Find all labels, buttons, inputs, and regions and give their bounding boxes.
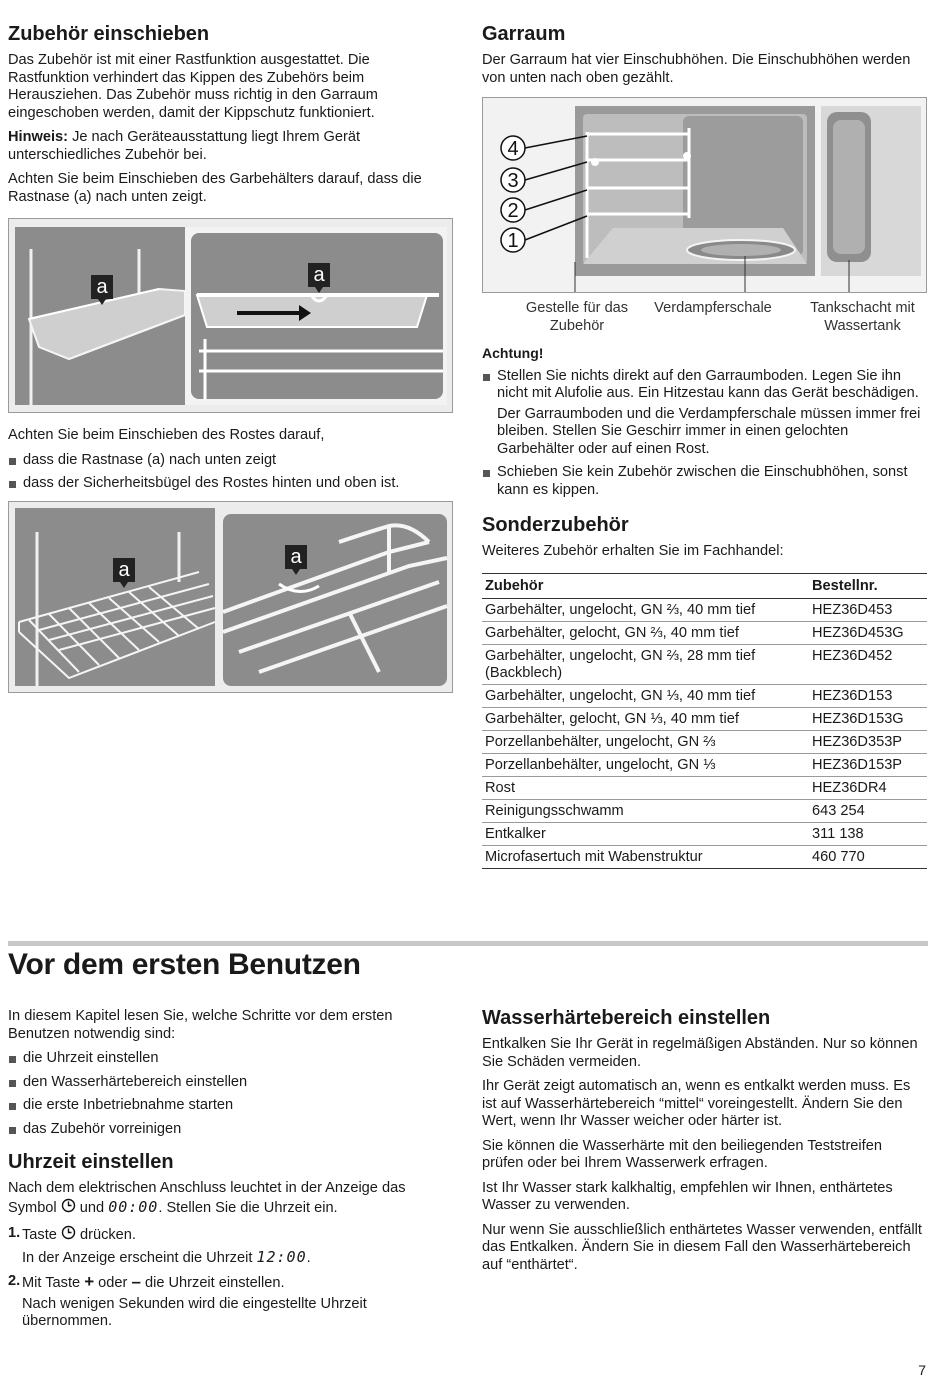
chapter-title: Vor dem ersten Benutzen	[8, 948, 361, 981]
text: die Uhrzeit einstellen.	[140, 1275, 285, 1291]
clock-steps	[8, 1225, 453, 1331]
warning-label: Achtung!	[482, 345, 544, 361]
cell-order-number: HEZ36D453	[809, 598, 927, 621]
section-divider	[8, 941, 928, 946]
cell-product: Garbehälter, ungelocht, GN ⅓, 40 mm tief	[482, 684, 809, 707]
label-a: a	[313, 264, 325, 286]
note-text: Je nach Geräteausstattung liegt Ihrem Gerät unterschiedliches Zubehör bei.	[8, 129, 361, 163]
warning-text: Schieben Sie kein Zubehör zwischen die Einschubhöhen, sonst kann es kippen.	[497, 464, 908, 498]
section-title-zubehoer: Zubehör einschieben	[8, 23, 210, 45]
minus-icon: –	[131, 1272, 141, 1291]
cell-product: Rost	[482, 776, 809, 799]
cell-order-number: HEZ36D153G	[809, 707, 927, 730]
garbehaelter-illustration	[9, 219, 452, 412]
warning-list	[482, 368, 927, 500]
step-number: 2.	[8, 1273, 21, 1289]
step-item	[8, 1225, 453, 1267]
section-title-garraum: Garraum	[482, 23, 566, 45]
level-4-label: 4	[507, 138, 519, 160]
text: oder	[94, 1275, 132, 1291]
list-item: das Zubehör vorreinigen	[8, 1121, 453, 1139]
paragraph: In diesem Kapitel lesen Sie, welche Schritte vor dem ersten Benutzen notwendig sind:	[8, 1008, 393, 1042]
section-title-uhrzeit: Uhrzeit einstellen	[8, 1151, 174, 1173]
clock-icon	[61, 1198, 76, 1219]
bullet-list-rost	[8, 452, 453, 493]
paragraph: Ihr Gerät zeigt automatisch an, wenn es entkalkt werden muss. Es ist auf Wasserhärtebereich “mittel“ voreingestellt. Ändern Sie den Wert, wenn Ihr Wasser weicher oder härter ist.	[482, 1078, 911, 1129]
garraum-captions	[482, 295, 927, 343]
label-a: a	[118, 558, 130, 581]
cell-product: Reinigungsschwamm	[482, 799, 809, 822]
clock-icon	[61, 1225, 76, 1246]
cell-order-number: HEZ36DR4	[809, 776, 927, 799]
table-row	[482, 644, 927, 684]
plus-icon: +	[84, 1272, 95, 1291]
list-item: dass die Rastnase (a) nach unten zeigt	[8, 452, 453, 470]
cell-product: Entkalker	[482, 822, 809, 845]
step-number: 1.	[8, 1225, 21, 1241]
level-3-label: 3	[507, 170, 519, 192]
text: drücken.	[75, 1227, 136, 1244]
note-paragraph	[8, 129, 453, 164]
paragraph: Der Garraum hat vier Einschubhöhen. Die Einschubhöhen werden von unten nach oben gezählt.	[482, 52, 911, 86]
cell-order-number: HEZ36D153	[809, 684, 927, 707]
list-item	[482, 368, 927, 459]
table-row	[482, 845, 927, 868]
cell-order-number: HEZ36D353P	[809, 730, 927, 753]
display-zero-time: 00:00	[108, 1197, 159, 1216]
table-row	[482, 776, 927, 799]
warning-text: Stellen Sie nichts direkt auf den Garraumboden. Legen Sie ihn nicht mit Alufolie aus. Ein Hitzestau kann das Gerät beschädigen.	[497, 367, 919, 401]
steps-overview-list	[8, 1050, 453, 1138]
step-result: Nach wenigen Sekunden wird die eingestellte Uhrzeit übernommen.	[22, 1295, 367, 1329]
table-row	[482, 684, 927, 707]
cell-product: Porzellanbehälter, ungelocht, GN ⅓	[482, 753, 809, 776]
cell-product: Garbehälter, gelocht, GN ⅓, 40 mm tief	[482, 707, 809, 730]
list-item: dass der Sicherheitsbügel des Rostes hinten und oben ist.	[8, 475, 453, 493]
section2-right-column	[482, 1006, 927, 1281]
cell-product: Garbehälter, gelocht, GN ⅔, 40 mm tief	[482, 621, 809, 644]
table-row	[482, 621, 927, 644]
right-column	[482, 22, 927, 869]
list-item: die erste Inbetriebnahme starten	[8, 1097, 453, 1115]
paragraph: Weiteres Zubehör erhalten Sie im Fachhandel:	[482, 543, 784, 559]
list-item: den Wasserhärtebereich einstellen	[8, 1074, 453, 1092]
cell-product: Garbehälter, ungelocht, GN ⅔, 40 mm tief	[482, 598, 809, 621]
cell-order-number: 311 138	[809, 822, 927, 845]
paragraph	[8, 1180, 453, 1218]
text: .	[306, 1249, 311, 1266]
text: Taste	[22, 1227, 61, 1244]
list-item: die Uhrzeit einstellen	[8, 1050, 453, 1068]
label-a: a	[290, 545, 302, 568]
paragraph: Achten Sie beim Einschieben des Rostes darauf,	[8, 427, 325, 443]
accessory-table	[482, 573, 927, 869]
table-row	[482, 730, 927, 753]
cell-order-number: HEZ36D153P	[809, 753, 927, 776]
level-2-label: 2	[507, 200, 519, 222]
caption-tankschacht: Tankschacht mit Wassertank	[810, 300, 915, 334]
figure-rost	[8, 501, 453, 693]
column-header: Bestellnr.	[809, 573, 927, 598]
note-label: Hinweis:	[8, 129, 69, 145]
level-1-label: 1	[507, 230, 519, 252]
cell-product: Garbehälter, ungelocht, GN ⅔, 28 mm tief (Backblech)	[482, 644, 809, 684]
text: Nach dem elektrischen Anschluss leuchtet in der Anzeige das Symbol	[8, 1180, 406, 1216]
cell-product: Microfasertuch mit Wabenstruktur	[482, 845, 809, 868]
cell-order-number: 643 254	[809, 799, 927, 822]
step-item	[8, 1273, 453, 1331]
section2-left-column	[8, 1008, 453, 1337]
caption-verdampferschale: Verdampferschale	[654, 300, 772, 316]
paragraph: Ist Ihr Wasser stark kalkhaltig, empfehlen wir Ihnen, enthärtetes Wasser zu verwenden.	[482, 1179, 893, 1213]
table-row	[482, 707, 927, 730]
display-time: 12:00	[256, 1247, 307, 1266]
warning-sub: Der Garraumboden und die Verdampferschale müssen immer frei bleiben. Stellen Sie Geschirr immer in einen gelochten Garbehälter oder auf einen Rost.	[497, 405, 921, 457]
table-header-row	[482, 573, 927, 598]
text: . Stellen Sie die Uhrzeit ein.	[158, 1199, 338, 1216]
cell-order-number: 460 770	[809, 845, 927, 868]
text: In der Anzeige erscheint die Uhrzeit	[22, 1249, 257, 1266]
rost-illustration	[9, 502, 452, 692]
text: und	[75, 1199, 109, 1216]
column-header: Zubehör	[482, 573, 809, 598]
paragraph: Achten Sie beim Einschieben des Garbehälters darauf, dass die Rastnase (a) nach unten zeigt.	[8, 171, 422, 205]
label-a: a	[96, 276, 108, 298]
cell-order-number: HEZ36D453G	[809, 621, 927, 644]
step-result	[22, 1249, 453, 1268]
section-title-wasserhaerte: Wasserhärtebereich einstellen	[482, 1007, 771, 1029]
page-number: 7	[918, 1362, 926, 1378]
figure-garbehaelter	[8, 218, 453, 413]
paragraph: Nur wenn Sie ausschließlich enthärtetes Wasser verwenden, entfällt das Entkalken. Ändern Sie in diesem Fall den Wasserhärtebereich auf “enthärtet“.	[482, 1221, 922, 1273]
list-item	[482, 464, 927, 499]
text: Mit Taste	[22, 1275, 85, 1291]
table-row	[482, 799, 927, 822]
cell-product: Porzellanbehälter, ungelocht, GN ⅔	[482, 730, 809, 753]
paragraph: Das Zubehör ist mit einer Rastfunktion ausgestattet. Die Rastfunktion verhindert das Kippen des Zubehörs beim Herausziehen. Das Zubehör muss richtig in den Garraum eingeschoben werden, damit der Kippschutz funktioniert.	[8, 52, 378, 121]
paragraph: Sie können die Wasserhärte mit den beiliegenden Teststreifen prüfen oder bei Ihrem Wasserwerk erfragen.	[482, 1137, 882, 1171]
cell-order-number: HEZ36D452	[809, 644, 927, 684]
left-column	[8, 22, 453, 693]
section-title-sonderzubehoer: Sonderzubehör	[482, 514, 629, 536]
table-row	[482, 753, 927, 776]
table-row	[482, 822, 927, 845]
figure-garraum	[482, 97, 927, 293]
paragraph: Entkalken Sie Ihr Gerät in regelmäßigen Abständen. Nur so können Sie Schäden vermeiden.	[482, 1036, 918, 1070]
garraum-illustration	[483, 98, 926, 292]
caption-gestelle: Gestelle für das Zubehör	[525, 300, 629, 334]
table-row	[482, 598, 927, 621]
